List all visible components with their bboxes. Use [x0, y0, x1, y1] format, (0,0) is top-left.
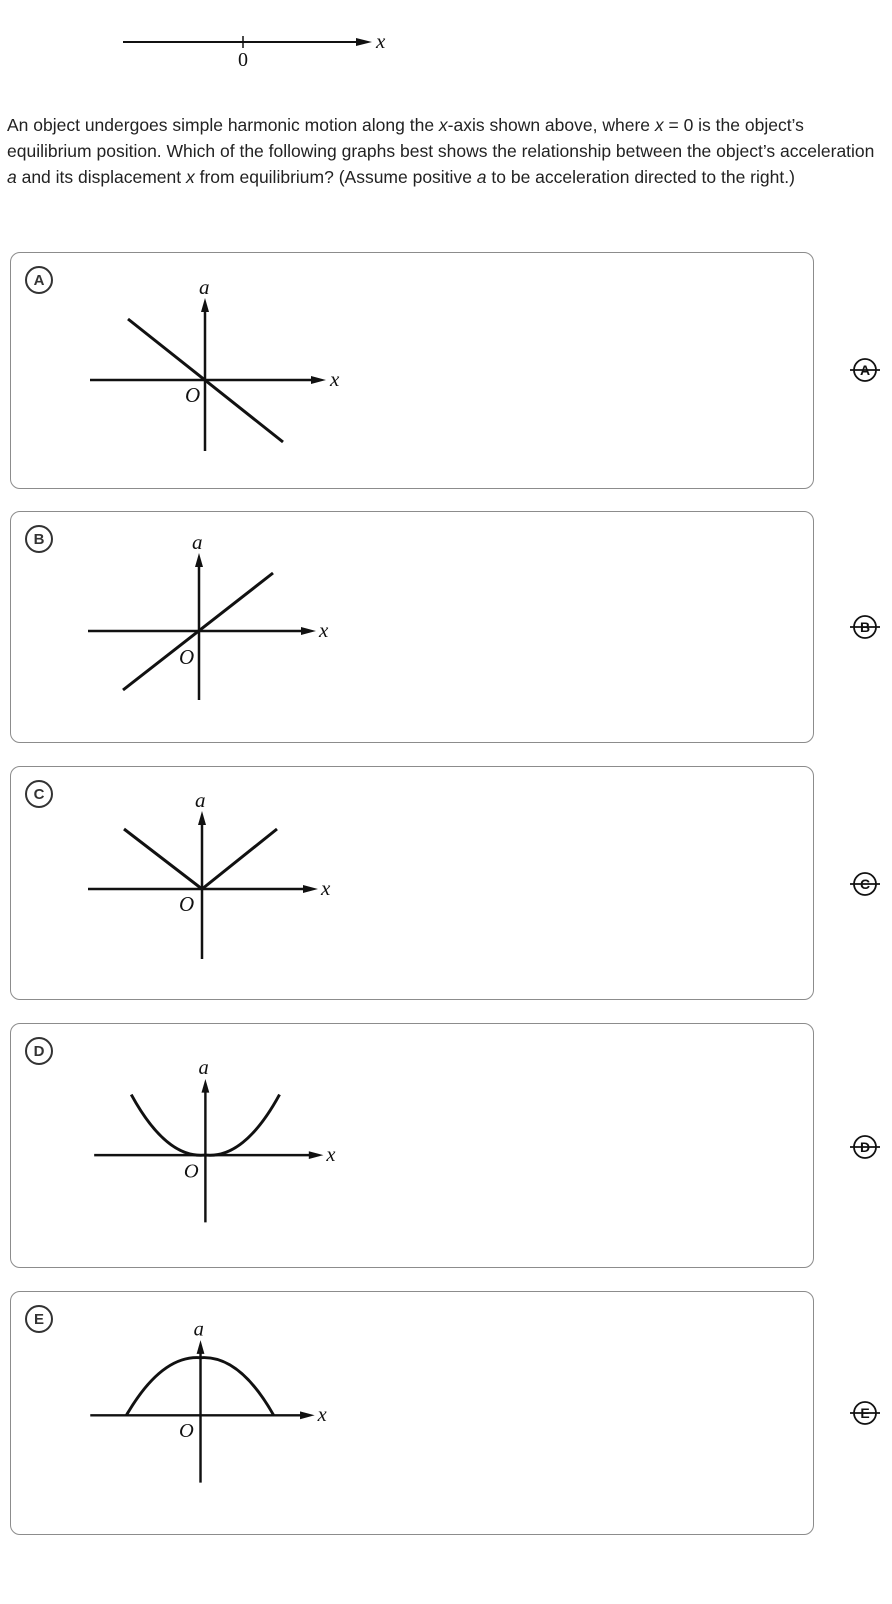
- answer-choice-b[interactable]: [10, 511, 871, 743]
- graph-b: [81, 527, 361, 727]
- graph-vertical-arrowhead: [197, 1340, 205, 1354]
- graph-e: [81, 1307, 361, 1507]
- question-stem: An object undergoes simple harmonic motion along the x-axis shown above, where x = 0 is the object’s equilibrium position. Which of the following graphs best shows the relationship between the object’s acceleration a and its displacement x from equilibrium? (Assume positive a to be acceleration directed to the right.): [7, 115, 875, 187]
- eliminate-letter: A: [859, 362, 871, 378]
- graph-horizontal-label: x: [321, 876, 331, 900]
- eliminate-choice-b-button[interactable]: [849, 611, 881, 643]
- graph-vertical-label: a: [192, 530, 203, 554]
- graph-origin-label: O: [185, 383, 201, 407]
- answer-choice-d[interactable]: [10, 1023, 871, 1268]
- choice-letter-a: A: [25, 266, 53, 294]
- position-axis-arrowhead: [356, 38, 372, 46]
- eliminate-choice-d-button[interactable]: [849, 1131, 881, 1163]
- graph-vertical-label: a: [195, 788, 206, 812]
- position-axis-label: x: [376, 29, 386, 53]
- answer-choice-c[interactable]: [10, 766, 871, 1000]
- eliminate-letter: C: [859, 876, 871, 892]
- graph-vertical-label: a: [198, 1057, 209, 1080]
- graph-c: [81, 782, 361, 982]
- eliminate-choice-e-button[interactable]: [849, 1397, 881, 1429]
- graph-horizontal-arrowhead: [300, 1411, 315, 1419]
- graph-origin-label: O: [179, 1419, 194, 1442]
- origin-tick-label: 0: [238, 49, 248, 71]
- graph-vertical-label: a: [199, 275, 210, 299]
- graph-vertical-arrowhead: [198, 811, 206, 825]
- graph-vertical-arrowhead: [201, 298, 209, 312]
- graph-curve-v-shape: [124, 829, 277, 889]
- eliminate-letter: B: [859, 619, 871, 635]
- eliminate-choice-a-button[interactable]: [849, 354, 881, 386]
- graph-origin-label: O: [179, 645, 195, 669]
- choice-letter-c: C: [25, 780, 53, 808]
- graph-origin-label: O: [183, 1160, 199, 1183]
- graph-horizontal-label: x: [330, 367, 340, 391]
- graph-vertical-arrowhead: [201, 1079, 209, 1093]
- graph-horizontal-arrowhead: [311, 376, 326, 384]
- graph-d: [81, 1039, 361, 1239]
- choice-letter-d: D: [25, 1037, 53, 1065]
- position-axis-figure: [110, 18, 410, 78]
- choice-letter-e: E: [25, 1305, 53, 1333]
- graph-horizontal-arrowhead: [303, 885, 318, 893]
- eliminate-choice-c-button[interactable]: [849, 868, 881, 900]
- graph-horizontal-arrowhead: [309, 1151, 324, 1159]
- answer-choice-a[interactable]: [10, 252, 871, 489]
- choice-letter-b: B: [25, 525, 53, 553]
- graph-horizontal-arrowhead: [301, 627, 316, 635]
- graph-vertical-label: a: [193, 1318, 204, 1341]
- graph-vertical-arrowhead: [195, 553, 203, 567]
- answer-choice-e[interactable]: [10, 1291, 870, 1535]
- eliminate-letter: D: [859, 1139, 871, 1155]
- eliminate-letter: E: [860, 1405, 870, 1421]
- graph-horizontal-label: x: [319, 618, 329, 642]
- graph-origin-label: O: [179, 892, 195, 916]
- graph-a: [81, 268, 361, 468]
- graph-horizontal-label: x: [317, 1404, 327, 1427]
- graph-horizontal-label: x: [326, 1143, 336, 1166]
